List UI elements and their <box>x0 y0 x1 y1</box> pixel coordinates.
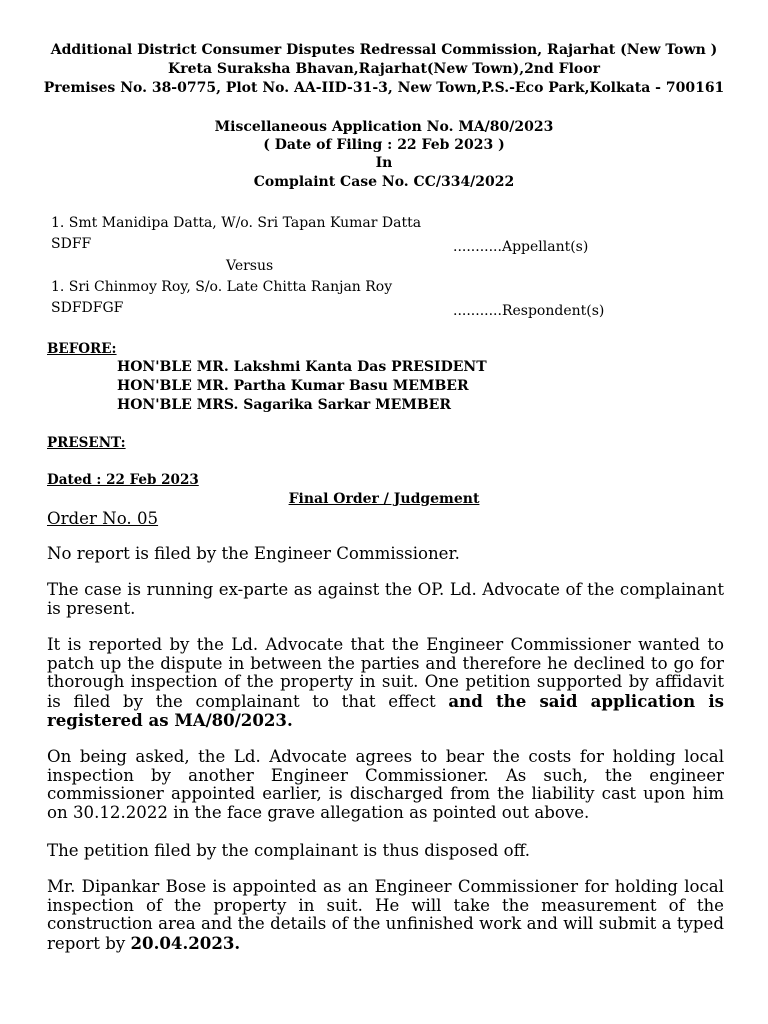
before-label: BEFORE: <box>47 341 117 357</box>
order-text: The case is running ex-parte as against the OP. Ld. Advocate of the complainant is present. <box>47 580 724 618</box>
bench-member: HON'BLE MR. Partha Kumar Basu MEMBER <box>117 378 469 394</box>
commission-name: Additional District Consumer Disputes Redressal Commission, Rajarhat (New Town ) <box>50 42 718 58</box>
complaint-number: Complaint Case No. CC/334/2022 <box>253 174 515 190</box>
bench-member: HON'BLE MRS. Sagarika Sarkar MEMBER <box>117 397 451 413</box>
appellant-name: 1. Smt Manidipa Datta, W/o. Sri Tapan Kumar Datta <box>51 215 422 231</box>
order-number: Order No. 05 <box>47 509 159 528</box>
present-label: PRESENT: <box>47 435 126 451</box>
order-text: The petition filed by the complainant is thus disposed off. <box>47 841 531 860</box>
versus-label: Versus <box>226 258 274 274</box>
final-order-title: Final Order / Judgement <box>288 491 480 507</box>
filing-date: ( Date of Filing : 22 Feb 2023 ) <box>263 137 505 153</box>
appellant-role: ...........Appellant(s) <box>453 239 589 255</box>
order-text-bold: and the said application is registered as MA/80/2023. <box>47 690 725 731</box>
appellant-address: SDFF <box>51 236 92 252</box>
order-paragraph <box>47 842 724 861</box>
respondent-name: 1. Sri Chinmoy Roy, S/o. Late Chitta Ranjan Roy <box>51 279 393 295</box>
order-paragraph <box>47 636 724 731</box>
order-text: On being asked, the Ld. Advocate agrees to bear the costs for holding local inspection by another Engineer Commissioner. As such, the engineer commissioner appointed earlier, is discharged from the liability cast upon him on 30.12.2022 in the face grave allegation as pointed out above. <box>47 747 724 822</box>
respondent-role: ...........Respondent(s) <box>453 303 605 319</box>
commission-building: Kreta Suraksha Bhavan,Rajarhat(New Town),2nd Floor <box>168 61 600 77</box>
respondent-address: SDFDFGF <box>51 300 124 316</box>
order-text-bold: 20.04.2023. <box>130 932 241 953</box>
order-text: It is reported by the Ld. Advocate that the Engineer Commissioner wanted to patch up the dispute in between the parties and therefore he declined to go for thorough inspection of the property in suit. One petition supported by affidavit is filed by the complainant to that effect <box>47 635 724 711</box>
order-text: Mr. Dipankar Bose is appointed as an Engineer Commissioner for holding local inspection of the property in suit. He will take the measurement of the construction area and the details of the unfinished work and will submit a typed report by <box>47 877 724 953</box>
order-text: No report is filed by the Engineer Commissioner. <box>47 544 460 563</box>
in-label: In <box>375 155 393 171</box>
commission-address: Premises No. 38-0775, Plot No. AA-IID-31-3, New Town,P.S.-Eco Park,Kolkata - 700161 <box>43 80 725 96</box>
bench-member: HON'BLE MR. Lakshmi Kanta Das PRESIDENT <box>117 359 487 375</box>
order-paragraph <box>47 878 724 953</box>
dated-line: Dated : 22 Feb 2023 <box>47 472 199 488</box>
application-number: Miscellaneous Application No. MA/80/2023 <box>214 119 554 135</box>
order-paragraph <box>47 545 724 564</box>
order-paragraph <box>47 581 724 618</box>
order-paragraph <box>47 748 724 822</box>
